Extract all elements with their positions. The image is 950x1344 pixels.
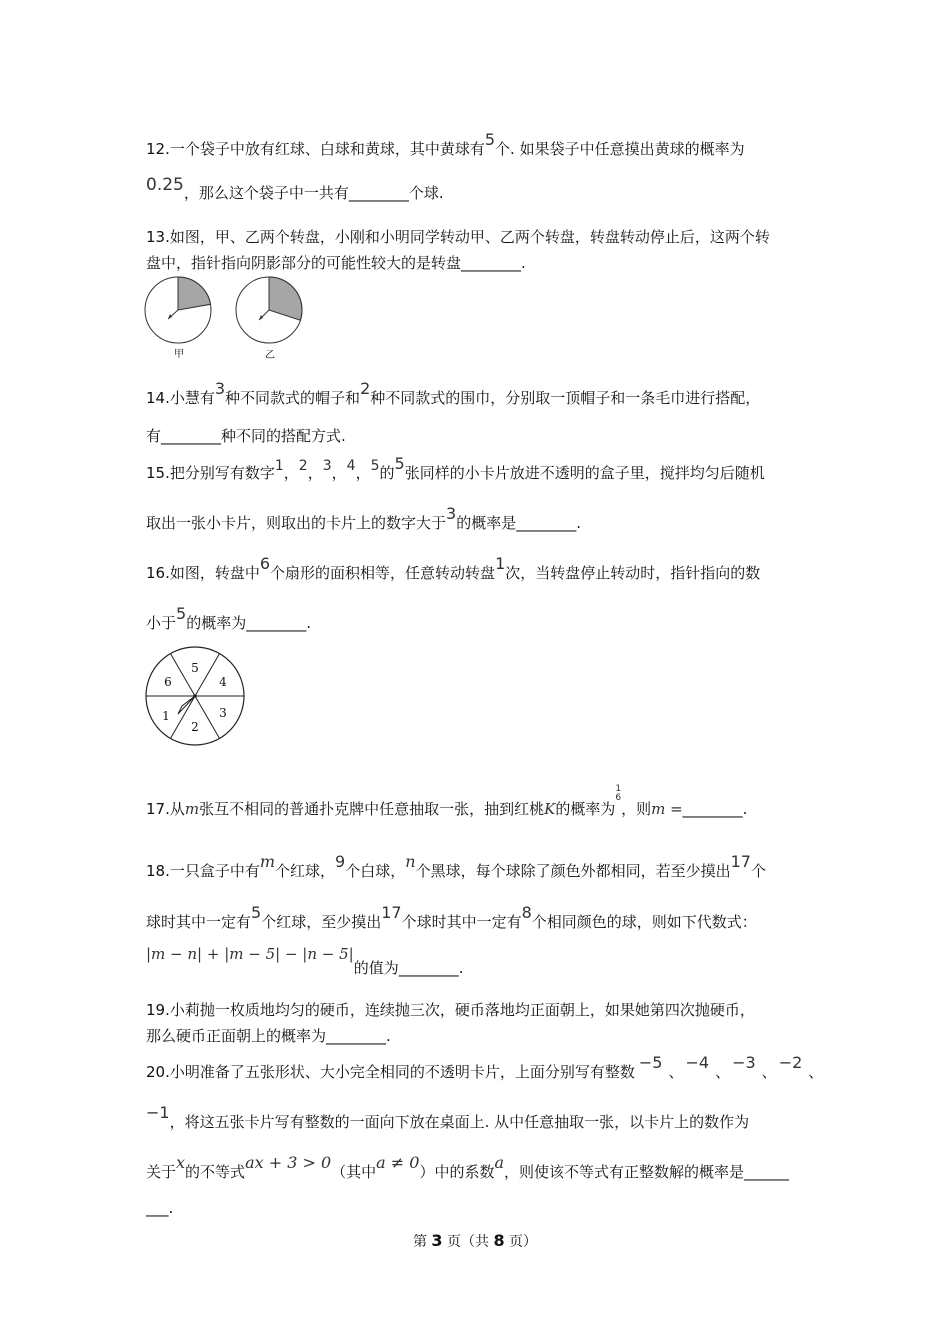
- q20-inequality: ax + 3 > 0: [245, 1153, 332, 1172]
- page-total: 8: [493, 1231, 505, 1250]
- q13-spinners-figure: [140, 272, 310, 364]
- q20-line1: 20.小明准备了五张形状、大小完全相同的不透明卡片，上面分别写有整数 −5 、 −4 、 −3 、 −2 、: [146, 1053, 824, 1081]
- sector-label: 2: [191, 720, 199, 734]
- q12-count: 5: [484, 130, 496, 149]
- q12-line2: 0.25，那么这个袋子中一共有________个球.: [146, 175, 444, 202]
- q16-line2: 小于5的概率为________.: [146, 604, 311, 632]
- page-number: 3: [431, 1231, 443, 1250]
- q15-line2: 取出一张小卡片，则取出的卡片上的数字大于3的概率是________.: [146, 504, 581, 532]
- spinner-yi-label: 乙: [265, 350, 275, 361]
- q17-fraction: 1 6: [615, 784, 622, 803]
- sector-label: 5: [191, 661, 199, 675]
- q14-line1: 14.小慧有3种不同款式的帽子和2种不同款式的围巾，分别取一顶帽子和一条毛巾进行搭配，: [146, 379, 761, 407]
- sector-label: 4: [219, 675, 227, 689]
- q20-line3: 关于x的不等式ax + 3 > 0（其中a ≠ 0）中的系数a，则使该不等式有正整数解的概率是______: [146, 1153, 790, 1181]
- q19-line1: 19.小莉抛一枚质地均匀的硬币，连续抛三次，硬币落地均正面朝上，如果她第四次抛硬币，: [146, 1001, 755, 1019]
- q17-line1: 17.从m张互不相同的普通扑克牌中任意抽取一张，抽到红桃K的概率为1 6，则m =________.: [146, 784, 748, 818]
- sector-label: 1: [162, 709, 170, 723]
- q12-prob: 0.25: [146, 175, 184, 195]
- q18-line1: 18.一只盒子中有m个红球，9个白球，n个黑球，每个球除了颜色外都相同，若至少摸出17个: [146, 852, 766, 880]
- q16-spinner-figure: [141, 645, 249, 749]
- q19-line2: 那么硬币正面朝上的概率为________.: [146, 1027, 391, 1045]
- q20-line4: ___.: [146, 1199, 174, 1217]
- sector-label: 6: [164, 675, 172, 689]
- q18-expression: |m − n| + |m − 5| − |n − 5|: [146, 945, 354, 963]
- page-footer: 第 3 页（共 8 页）: [412, 1231, 538, 1250]
- q13-line2: 盘中，指针指向阴影部分的可能性较大的是转盘________.: [146, 254, 526, 272]
- q14-line2: 有________种不同的搭配方式.: [146, 427, 346, 445]
- q13-line1: 13.如图，甲、乙两个转盘，小刚和小明同学转动甲、乙两个转盘，转盘转动停止后，这两个转: [146, 228, 770, 246]
- spinner-yi: [236, 277, 302, 343]
- q18-line2: 球时其中一定有5个红球，至少摸出17个球时其中一定有8个相同颜色的球，则如下代数式：: [146, 903, 757, 931]
- q20-line2: −1，将这五张卡片写有整数的一面向下放在桌面上. 从中任意抽取一张，以卡片上的数作为: [146, 1103, 750, 1131]
- spinner-jia: [145, 277, 211, 343]
- q18-line3: |m − n| + |m − 5| − |n − 5|的值为________.: [146, 945, 464, 977]
- q15-line1: 15.把分别写有数字1，2，3，4，5的5张同样的小卡片放进不透明的盒子里，搅拌均匀后随机: [146, 454, 765, 482]
- q16-line1: 16.如图，转盘中6个扇形的面积相等，任意转动转盘1次，当转盘停止转动时，指针指向的数: [146, 554, 761, 582]
- q12-line1: 12.一个袋子中放有红球、白球和黄球，其中黄球有5个. 如果袋子中任意摸出黄球的概率为: [146, 130, 745, 158]
- sector-label: 3: [219, 706, 227, 720]
- spinner-jia-label: 甲: [174, 349, 184, 360]
